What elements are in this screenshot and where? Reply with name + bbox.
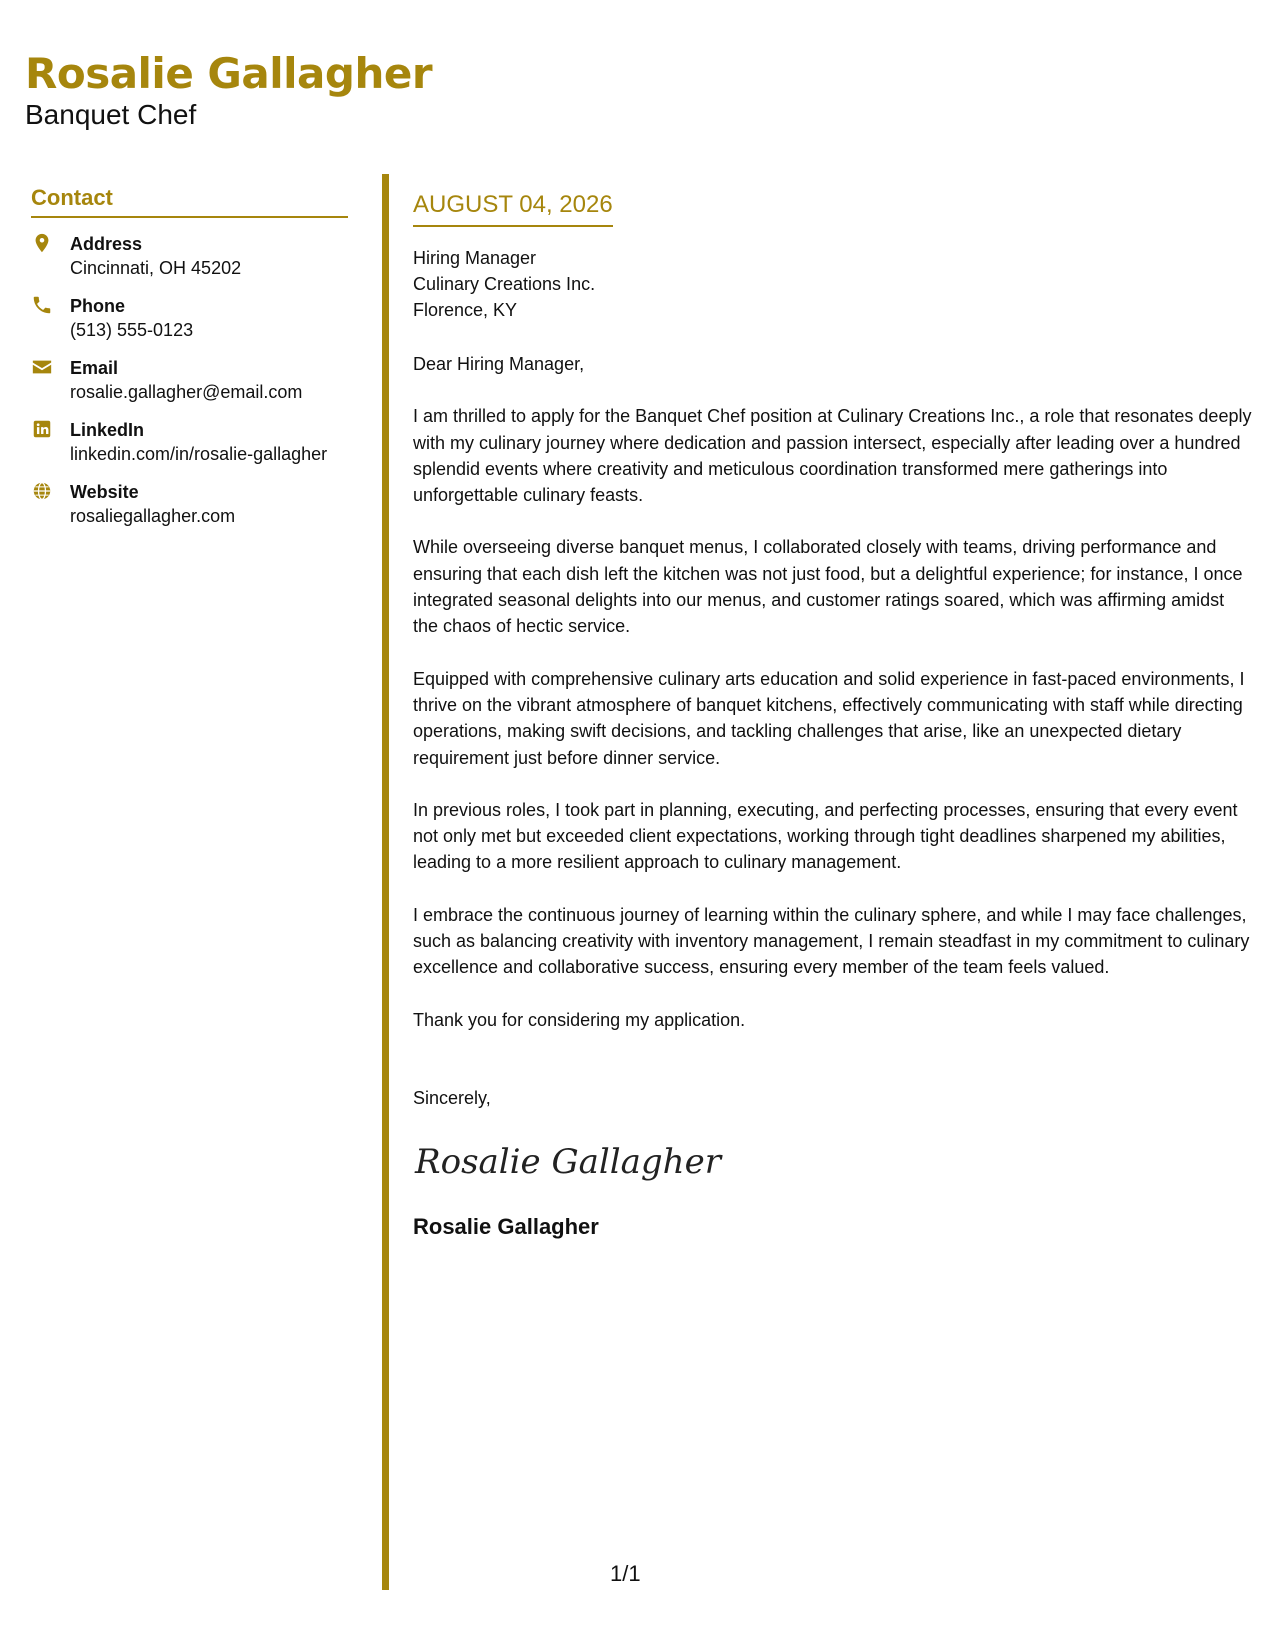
contact-email-label: Email bbox=[70, 358, 119, 378]
letter-date: AUGUST 04, 2026 bbox=[413, 190, 613, 227]
signature-text: Rosalie Gallagher bbox=[415, 1142, 721, 1183]
letter-paragraph: While overseeing diverse banquet menus, I collaborated closely with teams, driving performance and ensuring that each dish left the kitchen was not just food, but a delightful experience; for instance, I once integrated seasonal delights into our menus, and customer ratings soared, which was affirming amidst the chaos of hectic service. bbox=[413, 537, 1243, 637]
letter-paragraph: Equipped with comprehensive culinary arts education and solid experience in fast-paced environments, I thrive on the vibrant atmosphere of banquet kitchens, effectively communicating with staff while directing operations, making swift decisions, and tackling challenges that arise, like an unexpected dietary requirement just before dinner service. bbox=[413, 668, 1245, 768]
contact-heading: Contact bbox=[31, 185, 348, 218]
letter-paragraph: Thank you for considering my application. bbox=[413, 1009, 746, 1030]
contact-website-label: Website bbox=[70, 482, 139, 502]
phone-icon bbox=[31, 294, 53, 316]
page-number: 1/1 bbox=[610, 1561, 641, 1586]
globe-icon bbox=[31, 480, 53, 502]
contact-address bbox=[31, 232, 348, 280]
contact-address-value: Cincinnati, OH 45202 bbox=[70, 258, 242, 278]
letter-paragraph: In previous roles, I took part in planning, executing, and perfecting processes, ensuring that every event not only met but exceeded client expectations, working through tight deadlines sharpened my abilities, leading to a more resilient approach to culinary management. bbox=[413, 799, 1238, 873]
job-title: Banquet Chef bbox=[25, 99, 197, 130]
contact-linkedin-label: LinkedIn bbox=[70, 420, 145, 440]
column-divider bbox=[382, 174, 389, 1590]
contact-website-value: rosaliegallagher.com bbox=[70, 506, 236, 526]
contact-phone-label: Phone bbox=[70, 296, 126, 316]
envelope-icon bbox=[31, 356, 53, 378]
closing: Sincerely, bbox=[413, 1087, 491, 1108]
contact-linkedin bbox=[31, 418, 348, 466]
salutation: Dear Hiring Manager, bbox=[413, 354, 585, 374]
contact-website bbox=[31, 480, 348, 528]
signed-name: Rosalie Gallagher bbox=[413, 1214, 599, 1240]
contact-sidebar bbox=[31, 185, 348, 528]
letter-paragraph: I am thrilled to apply for the Banquet Chef position at Culinary Creations Inc., a role that resonates deeply with my culinary journey where dedication and passion intersect, especially after leading over a hundred splendid events where creativity and meticulous coordination transformed mere gatherings into unforgettable culinary feasts. bbox=[413, 406, 1252, 506]
letter-body bbox=[413, 190, 1253, 1241]
map-pin-icon bbox=[31, 232, 53, 254]
recipient-location: Florence, KY bbox=[413, 300, 518, 320]
contact-email-value: rosalie.gallagher@email.com bbox=[70, 382, 303, 402]
contact-linkedin-value: linkedin.com/in/rosalie-gallagher bbox=[70, 444, 328, 464]
handwritten-signature bbox=[413, 1137, 721, 1185]
recipient-name: Hiring Manager bbox=[413, 248, 537, 268]
contact-email bbox=[31, 356, 348, 404]
applicant-name: Rosalie Gallagher bbox=[25, 49, 433, 98]
letter-paragraph: I embrace the continuous journey of learning within the culinary sphere, and while I may face challenges, such as balancing creativity with inventory management, I remain steadfast in my commitment to culinary excellence and collaborative success, ensuring every member of the team feels valued. bbox=[413, 904, 1250, 978]
linkedin-icon bbox=[31, 418, 53, 440]
contact-phone-value: (513) 555-0123 bbox=[70, 320, 194, 340]
recipient-company: Culinary Creations Inc. bbox=[413, 274, 596, 294]
recipient-block bbox=[413, 245, 1253, 323]
contact-address-label: Address bbox=[70, 234, 143, 254]
contact-phone bbox=[31, 294, 348, 342]
